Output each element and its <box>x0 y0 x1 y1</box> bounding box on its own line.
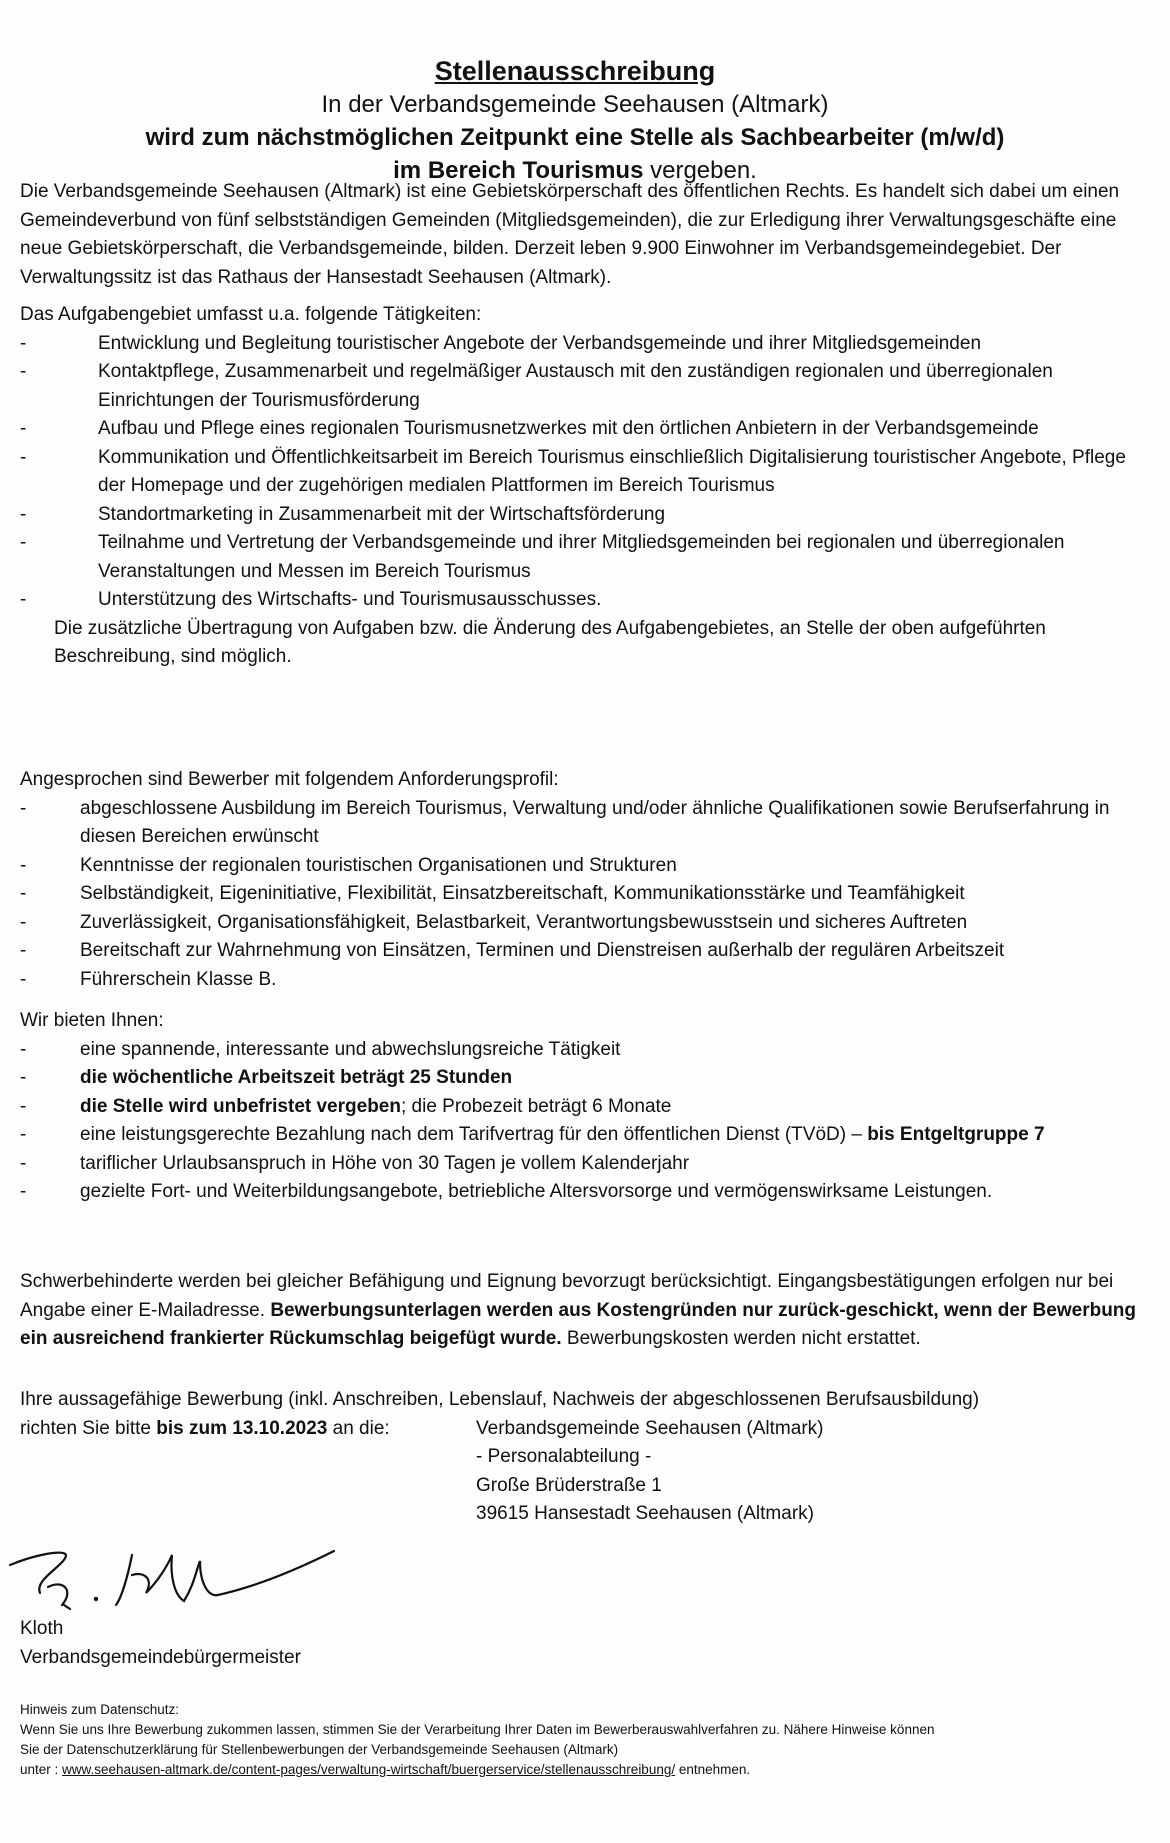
application-line-2-post: an die: <box>327 1417 390 1439</box>
document-header <box>0 55 1150 187</box>
tasks-note: Die zusätzliche Übertragung von Aufgaben bzw. die Änderung des Aufgabengebietes, an Stelle der oben aufgeführten Beschreibung, sind möglich. <box>54 617 1046 667</box>
disability-text-2: Bewerbungskosten werden nicht erstattet. <box>561 1328 921 1349</box>
requirement-text: abgeschlossene Ausbildung im Bereich Tourismus, Verwaltung und/oder ähnliche Qualifikationen sowie Berufserfahrung in diesen Bereichen erwünscht <box>80 797 1110 847</box>
requirements-list <box>20 795 1140 995</box>
privacy-notice <box>20 1700 1150 1780</box>
signature-dot <box>94 1597 98 1601</box>
list-item <box>20 880 1140 909</box>
dash-bullet: - <box>20 503 27 525</box>
requirements-heading: Angesprochen sind Bewerber mit folgendem Anforderungsprofil: <box>20 769 559 790</box>
requirements-section <box>20 766 1140 994</box>
address-row <box>20 1500 1140 1529</box>
signature-stroke <box>10 1553 70 1609</box>
intro-section <box>20 178 1140 292</box>
task-text: Unterstützung des Wirtschafts- und Tourismusausschusses. <box>98 589 602 610</box>
list-item <box>20 1150 1140 1179</box>
task-text: Aufbau und Pflege eines regionalen Tourismusnetzwerkes mit den örtlichen Anbietern in der Verbandsgemeinde <box>98 418 1039 439</box>
address-line: Große Brüderstraße 1 <box>476 1474 662 1496</box>
application-deadline: bis zum 13.10.2023 <box>156 1417 328 1439</box>
address-row <box>20 1443 1140 1472</box>
list-item <box>20 1036 1140 1065</box>
handwritten-signature <box>4 1535 344 1625</box>
dash-bullet: - <box>20 532 27 553</box>
dash-bullet: - <box>20 1152 27 1174</box>
list-item <box>20 1178 1140 1207</box>
task-text: Entwicklung und Begleitung touristischer Angebote der Verbandsgemeinde und ihrer Mitgliedsgemeinden <box>98 332 982 354</box>
list-item <box>20 966 1140 995</box>
dash-bullet: - <box>20 361 27 382</box>
privacy-link[interactable]: www.seehausen-altmark.de/content-pages/verwaltung-wirtschaft/buergerservice/stellenausschreibung/ <box>62 1762 676 1777</box>
requirement-text: Bereitschaft zur Wahrnehmung von Einsätzen, Terminen und Dienstreisen außerhalb der regulären Arbeitszeit <box>80 940 1005 961</box>
dash-bullet: - <box>20 797 27 819</box>
list-item <box>20 937 1140 966</box>
dash-bullet: - <box>20 332 27 354</box>
application-line-2 <box>20 1415 1140 1444</box>
list-item <box>20 501 1140 530</box>
task-text: Teilnahme und Vertretung der Verbandsgemeinde und ihrer Mitgliedsgemeinden bei regionalen und überregionalen Veranstaltungen und Messen im Bereich Tourismus <box>98 532 1065 582</box>
requirement-text: Führerschein Klasse B. <box>80 968 277 990</box>
address-line: Verbandsgemeinde Seehausen (Altmark) <box>476 1417 824 1439</box>
list-item <box>20 1121 1140 1150</box>
list-item <box>20 1064 1140 1093</box>
application-line-2-pre: richten Sie bitte <box>20 1417 157 1439</box>
offer-text: eine leistungsgerechte Bezahlung nach dem Tarifvertrag für den öffentlichen Dienst (TVöD) – <box>80 1124 868 1145</box>
dash-bullet: - <box>20 446 27 468</box>
offer-text-bold: die wöchentliche Arbeitszeit beträgt 25 Stunden <box>80 1067 513 1088</box>
offers-heading: Wir bieten Ihnen: <box>20 1010 164 1031</box>
requirement-text: Selbständigkeit, Eigeninitiative, Flexibilität, Einsatzbereitschaft, Kommunikationsstärke und Teamfähigkeit <box>80 883 965 904</box>
offers-section <box>20 1007 1140 1207</box>
disability-paragraph <box>20 1268 1140 1354</box>
document-title: Stellenausschreibung <box>434 56 716 86</box>
dash-bullet: - <box>20 589 27 610</box>
signer-block <box>20 1615 301 1672</box>
list-item <box>20 330 1140 359</box>
dash-bullet: - <box>20 418 27 439</box>
list-item <box>20 909 1140 938</box>
list-item <box>20 529 1140 586</box>
requirement-text: Zuverlässigkeit, Organisationsfähigkeit, Belastbarkeit, Verantwortungsbewusstsein und sicheres Auftreten <box>80 911 968 933</box>
header-line-1: In der Verbandsgemeinde Seehausen (Altmark) <box>321 91 829 118</box>
list-item <box>20 358 1140 415</box>
signer-name: Kloth <box>20 1618 64 1639</box>
signer-title: Verbandsgemeindebürgermeister <box>20 1646 301 1668</box>
header-line-3-bold: im Bereich Tourismus <box>393 157 644 184</box>
list-item <box>20 1093 1140 1122</box>
list-item <box>20 586 1140 615</box>
address-line: 39615 Hansestadt Seehausen (Altmark) <box>476 1503 814 1524</box>
privacy-line-3-pre: unter : <box>20 1762 63 1777</box>
dash-bullet: - <box>20 1124 27 1145</box>
address-line: - Personalabteilung - <box>476 1446 652 1467</box>
dash-bullet: - <box>20 1181 27 1202</box>
dash-bullet: - <box>20 1067 27 1088</box>
disability-text-bold: Bewerbungsunterlagen werden aus Kostengründen nur zurück-geschickt, wenn der Bewerbung ein ausreichend frankierter Rückumschlag beigefügt wurde. <box>20 1299 1137 1349</box>
tasks-list <box>20 330 1140 615</box>
disability-section <box>20 1268 1140 1354</box>
dash-bullet: - <box>20 1038 27 1060</box>
offer-text-bold: die Stelle wird unbefristet vergeben <box>80 1095 401 1117</box>
offer-text: tariflicher Urlaubsanspruch in Höhe von 30 Tagen je vollem Kalenderjahr <box>80 1152 690 1174</box>
dash-bullet: - <box>20 911 27 933</box>
list-item <box>20 852 1140 881</box>
list-item <box>20 795 1140 852</box>
tasks-section <box>20 301 1140 672</box>
disability-text-1: Schwerbehinderte werden bei gleicher Befähigung und Eignung bevorzugt berücksichtigt. Eingangsbestätigungen erfolgen nur bei Angabe einer E-Mailadresse. <box>20 1271 1114 1321</box>
header-line-2: wird zum nächstmöglichen Zeitpunkt eine Stelle als Sachbearbeiter (m/w/d) <box>145 124 1005 151</box>
privacy-line-3-post: entnehmen. <box>675 1762 751 1777</box>
privacy-line-1: Wenn Sie uns Ihre Bewerbung zukommen lassen, stimmen Sie der Verarbeitung Ihrer Daten im Bewerberauswahlverfahren zu. Nähere Hinweise können <box>20 1722 935 1737</box>
application-line-1: Ihre aussagefähige Bewerbung (inkl. Anschreiben, Lebenslauf, Nachweis der abgeschlossenen Berufsausbildung) <box>20 1389 980 1410</box>
dash-bullet: - <box>20 854 27 876</box>
list-item <box>20 444 1140 501</box>
dash-bullet: - <box>20 968 27 990</box>
dash-bullet: - <box>20 940 27 961</box>
offer-text: gezielte Fort- und Weiterbildungsangebote, betriebliche Altersvorsorge und vermögenswirksame Leistungen. <box>80 1181 993 1202</box>
header-line-3-rest: vergeben. <box>643 157 757 184</box>
dash-bullet: - <box>20 883 27 904</box>
signature-stroke <box>116 1551 334 1605</box>
list-item <box>20 415 1140 444</box>
requirement-text: Kenntnisse der regionalen touristischen Organisationen und Strukturen <box>80 854 677 876</box>
tasks-heading: Das Aufgabengebiet umfasst u.a. folgende Tätigkeiten: <box>20 304 482 325</box>
dash-bullet: - <box>20 1095 27 1117</box>
offer-text-bold: bis Entgeltgruppe 7 <box>867 1124 1045 1145</box>
application-section <box>20 1386 1140 1529</box>
task-text: Standortmarketing in Zusammenarbeit mit der Wirtschaftsförderung <box>98 503 666 525</box>
offer-text: eine spannende, interessante und abwechslungsreiche Tätigkeit <box>80 1038 621 1060</box>
privacy-line-2: Sie der Datenschutzerklärung für Stellenbewerbungen der Verbandsgemeinde Seehausen (Altmark) <box>20 1742 619 1757</box>
offers-list <box>20 1036 1140 1207</box>
privacy-heading: Hinweis zum Datenschutz: <box>20 1702 180 1717</box>
task-text: Kommunikation und Öffentlichkeitsarbeit im Bereich Tourismus einschließlich Digitalisierung touristischer Angebote, Pflege der Homepage und der zugehörigen medialen Plattformen im Bereich Tourismus <box>98 446 1126 496</box>
intro-paragraph: Die Verbandsgemeinde Seehausen (Altmark) ist eine Gebietskörperschaft des öffentlichen Rechts. Es handelt sich dabei um einen Gemeindeverbund von fünf selbstständigen Gemeinden (Mitgliedsgemeinden), die zur Erledigung ihrer Verwaltungsgeschäfte eine neue Gebietskörperschaft, die Verbandsgemeinde, bilden. Derzeit leben 9.900 Einwohner im Verbandsgemeindegebiet. Der Verwaltungssitz ist das Rathaus der Hansestadt Seehausen (Altmark). <box>20 181 1120 288</box>
offer-text: ; die Probezeit beträgt 6 Monate <box>400 1095 672 1117</box>
address-row <box>20 1472 1140 1501</box>
task-text: Kontaktpflege, Zusammenarbeit und regelmäßiger Austausch mit den zuständigen regionalen und überregionalen Einrichtungen der Tourismusförderung <box>98 361 1053 411</box>
privacy-line-3 <box>20 1760 1150 1780</box>
